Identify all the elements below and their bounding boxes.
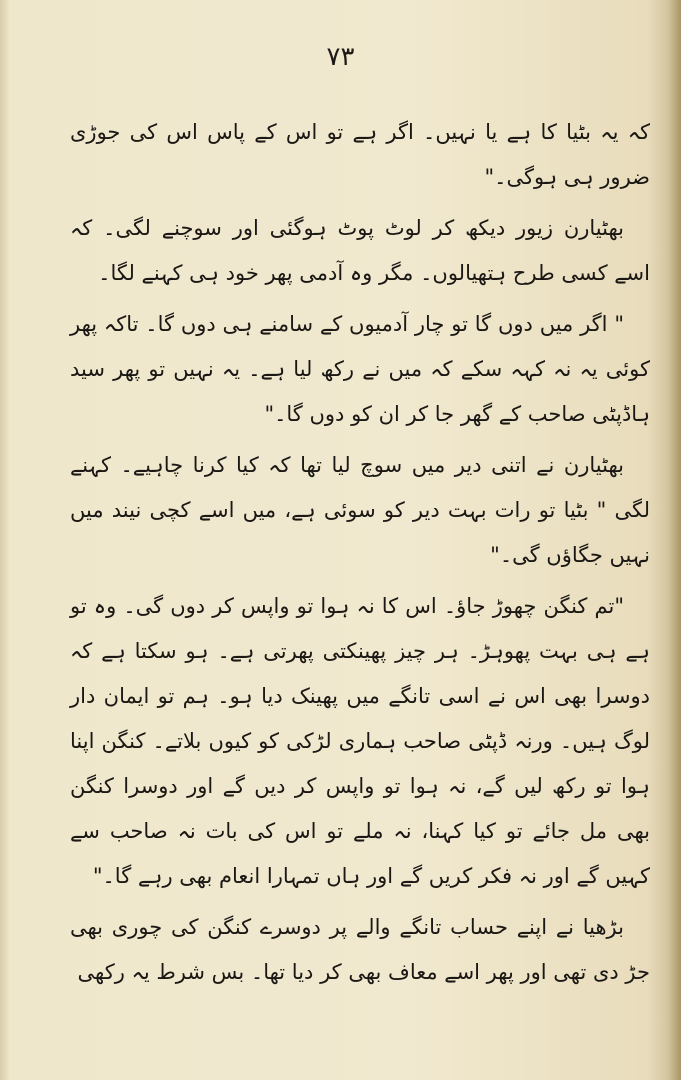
- paragraph-2: بھٹیارن زیور دیکھ کر لوٹ پوٹ ہوگئی اور سوچنے لگی۔ کہ اسے کسی طرح ہتھیالوں۔ مگر وہ آدمی پھر خود ہی کہنے لگا۔: [70, 216, 650, 285]
- paragraph-5: "تم کنگن چھوڑ جاؤ۔ اس کا نہ ہوا تو واپس کر دوں گی۔ وہ تو ہے ہی بہت پھوہڑ۔ ہر چیز پھینکتی پھرتی ہے۔ ہو سکتا ہے کہ دوسرا بھی اس نے اسی تانگے میں پھینک دیا ہو۔ ہم تو ایمان دار لوگ ہیں۔ ورنہ ڈپٹی صاحب ہماری لڑکی کو کیوں بلاتے۔ کنگن اپنا ہوا تو رکھ لیں گے، نہ ہوا تو واپس کر دیں گے اور دوسرا کنگن بھی مل جائے تو کیا کہنا، نہ ملے تو اس کی بات نہ صاحب سے کہیں گے اور نہ فکر کریں گے اور ہاں تمہارا انعام بھی رہے گا۔": [70, 594, 650, 888]
- paragraph-4: بھٹیارن نے اتنی دیر میں سوچ لیا تھا کہ کیا کرنا چاہیے۔ کہنے لگی " بٹیا تو رات بہت دیر کو سوئی ہے، میں اسے کچی نیند میں نہیں جگاؤں گی۔": [70, 453, 650, 567]
- paragraph-1: کہ یہ بٹیا کا ہے یا نہیں۔ اگر ہے تو اس کے پاس اس کی جوڑی ضرور ہی ہوگی۔": [70, 120, 650, 189]
- page-gutter-shadow: [0, 0, 10, 1080]
- page-body: [70, 110, 650, 1001]
- page-number: ۷۳: [326, 42, 355, 72]
- page-edge: [667, 0, 681, 1080]
- paragraph-6: بڑھیا نے اپنے حساب تانگے والے پر دوسرے کنگن کی چوری بھی جڑ دی تھی اور پھر اسے معاف بھی کر دیا تھا۔ بس شرط یہ رکھی: [70, 915, 650, 984]
- paragraph-3: " اگر میں دوں گا تو چار آدمیوں کے سامنے ہی دوں گا۔ تاکہ پھر کوئی یہ نہ کہہ سکے کہ میں نے رکھ لیا ہے۔ یہ نہیں تو پھر سید ہاڈپٹی صاحب کے گھر جا کر ان کو دوں گا۔": [70, 312, 650, 426]
